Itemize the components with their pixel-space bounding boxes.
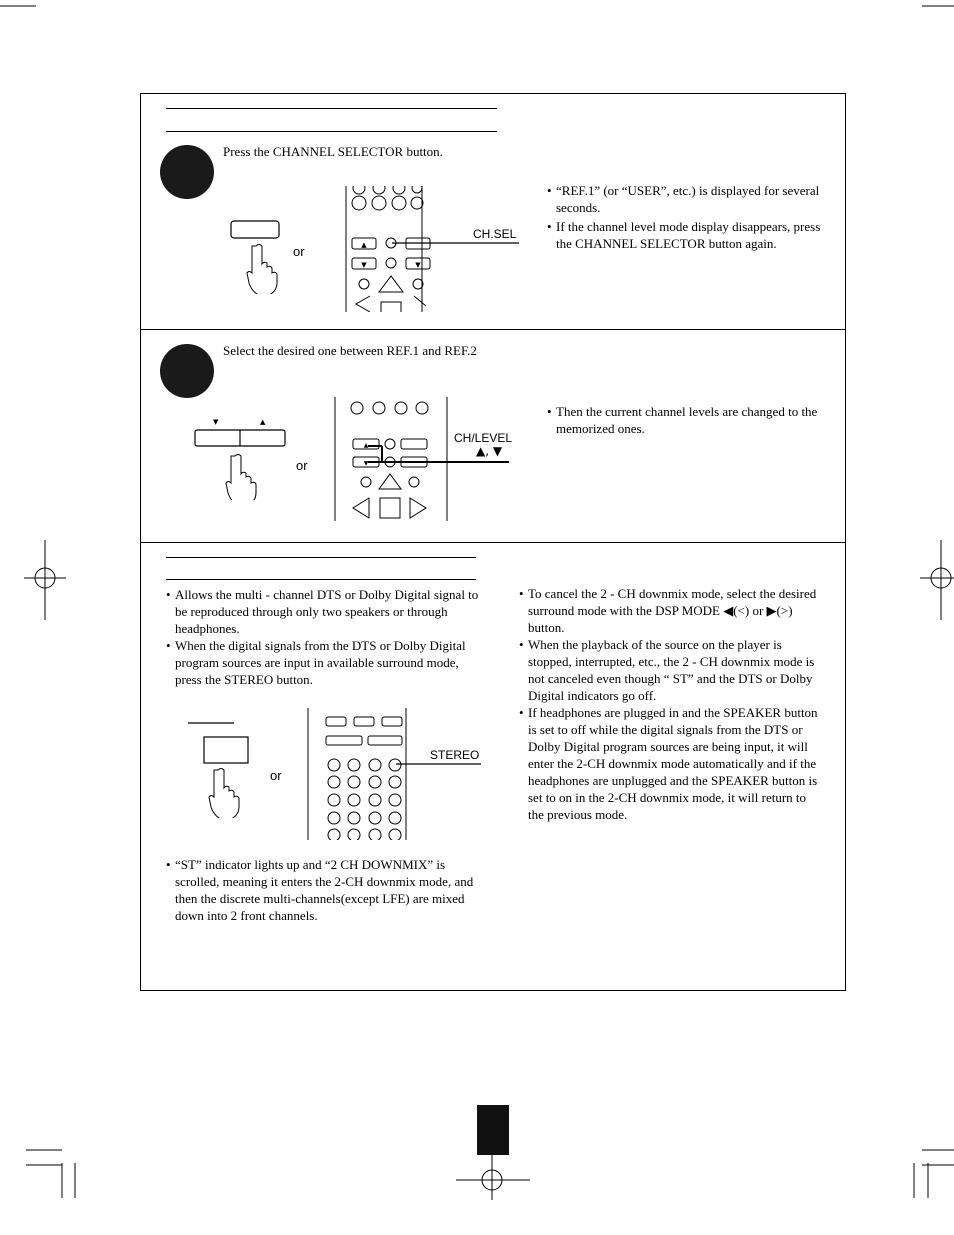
ch-level-button-illustration (193, 428, 289, 500)
registration-mark-bottom (452, 1155, 532, 1200)
crop-marks-top (0, 0, 954, 20)
section3-right-notes (519, 585, 825, 823)
list-item: • When the playback of the source on the player is stopped, interrupted, etc., the 2 - CH downmix mode is not canceled even though “ ST” and the DTS or Dolby Digital indicators go off. (519, 636, 825, 704)
section2-notes (547, 403, 832, 437)
ch-level-callout: CH/LEVEL (454, 431, 513, 445)
list-item: • Allows the multi - channel DTS or Dolby Digital signal to be reproduced through only two speakers or through headphones. (166, 586, 481, 637)
remote-control-illustration-3 (306, 708, 410, 840)
or-label: or (270, 768, 282, 783)
ch-level-button-arrows (196, 418, 286, 428)
crop-marks-bottom-left (0, 1145, 90, 1235)
registration-mark-left (24, 540, 66, 620)
section1-notes (547, 182, 832, 252)
list-item: • Then the current channel levels are changed to the memorized ones. (547, 403, 832, 437)
heading-rule (166, 131, 497, 132)
list-item: • To cancel the 2 - CH downmix mode, select the desired surround mode with the DSP MODE ◀(<) or ▶(>) button. (519, 585, 825, 636)
svg-text:▼: ▼ (363, 460, 369, 467)
svg-text:▼: ▼ (361, 261, 367, 269)
up-arrow-icon: ▲ (260, 418, 266, 426)
or-label: or (293, 244, 305, 259)
down-arrow-icon: ▼ (213, 418, 219, 426)
or-label: or (296, 458, 308, 473)
registration-mark-right (920, 540, 954, 620)
step-1-instruction: Press the CHANNEL SELECTOR button. (223, 144, 443, 159)
step-1-badge (160, 145, 214, 199)
crop-marks-bottom-right (900, 1145, 954, 1235)
list-item: • If the channel level mode display disappears, press the CHANNEL SELECTOR button again. (547, 218, 832, 252)
section3-result-notes (166, 856, 481, 924)
svg-text:▲: ▲ (361, 241, 367, 249)
ch-level-callout-arrows: ▲, ▼ (476, 444, 503, 458)
svg-text:▼: ▼ (415, 261, 421, 269)
list-item: • “ST” indicator lights up and “2 CH DOWNMIX” is scrolled, meaning it enters the 2-CH downmix mode, and then the discrete multi-channels(except LFE) are mixed down into 2 front channels. (166, 856, 481, 924)
heading-rule (166, 579, 476, 580)
page-number-tab (477, 1105, 509, 1155)
svg-text:▲: ▲ (363, 442, 369, 449)
stereo-callout: STEREO (430, 748, 480, 762)
step-2-badge (160, 344, 214, 398)
list-item: • If headphones are plugged in and the SPEAKER button is set to off while the digital signals from the DTS or Dolby Digital program sources are being input, it will enter the 2-CH downmix mode automatically and if the headphones are unplugged and the SPEAKER button is set to on in the 2-CH downmix mode, it will return to the previous mode. (519, 704, 825, 823)
heading-rule (166, 108, 497, 109)
list-item: • When the digital signals from the DTS or Dolby Digital program sources are input in available surround mode, press the STEREO button. (166, 637, 481, 688)
step-2-instruction: Select the desired one between REF.1 and REF.2 (223, 343, 477, 358)
list-item: • “REF.1” (or “USER”, etc.) is displayed for several seconds. (547, 182, 832, 216)
heading-rule (166, 557, 476, 558)
channel-selector-button-illustration (228, 218, 284, 294)
ch-sel-callout: CH.SEL (473, 227, 517, 241)
stereo-button-illustration (186, 718, 252, 818)
section-divider-1 (140, 329, 846, 330)
section3-left-notes (166, 586, 481, 688)
section-divider-2 (140, 542, 846, 543)
